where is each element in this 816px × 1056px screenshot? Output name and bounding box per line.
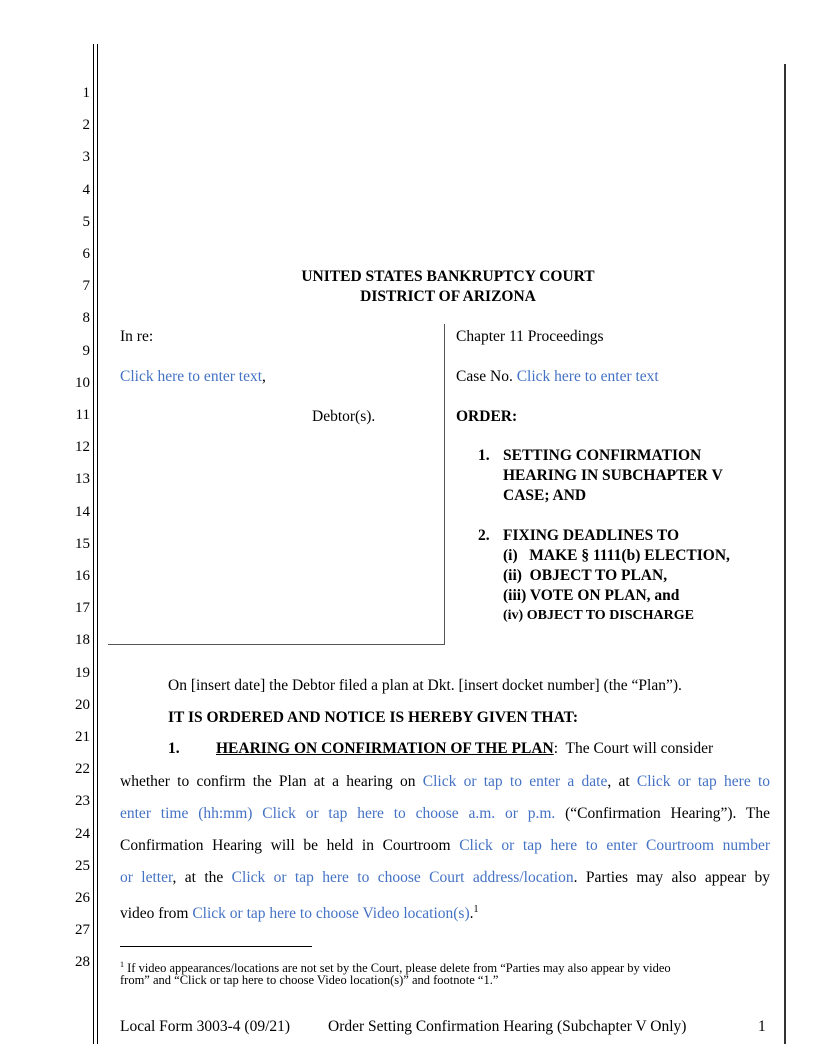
in-re-label: In re: — [120, 328, 154, 345]
line-number: 7 — [82, 278, 90, 295]
section-1-line — [120, 805, 770, 823]
footnote-reference[interactable]: 1 — [473, 904, 479, 915]
order-item-2-line: (iii) VOTE ON PLAN, and — [503, 587, 680, 604]
footnote-text-cont: from” and “Click or tap here to choose Video location(s)” and footnote “1.” — [120, 973, 499, 987]
text: video from — [120, 905, 189, 923]
case-number-line — [456, 368, 659, 386]
line-number: 12 — [75, 439, 90, 456]
page-number: 1 — [758, 1018, 766, 1035]
order-item-2-line: (i) MAKE § 1111(b) ELECTION, — [503, 547, 730, 564]
line-number: 2 — [82, 117, 90, 134]
debtor-name-field[interactable]: Click here to enter text — [120, 368, 263, 385]
section-1-number: 1. — [168, 740, 180, 757]
line-number: 25 — [75, 857, 90, 874]
court-district: DISTRICT OF ARIZONA — [360, 288, 536, 305]
order-item-1-num: 1. — [478, 447, 490, 464]
case-no-label: Case No. — [456, 368, 513, 385]
section-1-lead: : The Court will consider — [553, 740, 714, 757]
section-1-first-line — [168, 740, 770, 758]
line-number: 9 — [82, 342, 90, 359]
line-number: 22 — [75, 761, 90, 778]
chapter-label: Chapter 11 Proceedings — [456, 328, 604, 345]
text: (“Confirmation Hearing”). The — [565, 805, 771, 822]
court-address-field[interactable]: Click or tap here to choose Court address/location — [231, 869, 574, 886]
court-name: UNITED STATES BANKRUPTCY COURT — [301, 268, 595, 285]
text: . — [469, 905, 474, 923]
line-number: 10 — [75, 374, 90, 391]
hearing-time-field-cont[interactable]: enter time (hh:mm) — [120, 805, 253, 822]
line-number: 28 — [75, 954, 90, 971]
line-number: 3 — [82, 149, 90, 166]
am-pm-field[interactable]: Click or tap here to choose a.m. or p.m. — [262, 805, 556, 822]
order-item-1-line: CASE; AND — [503, 487, 587, 504]
footnote-separator — [120, 946, 312, 947]
section-1-heading: HEARING ON CONFIRMATION OF THE PLAN — [216, 740, 554, 757]
line-number: 5 — [82, 213, 90, 230]
order-item-1-line: HEARING IN SUBCHAPTER V — [503, 467, 723, 484]
text: Confirmation Hearing will be held in Courtroom — [120, 837, 451, 854]
line-number: 15 — [75, 535, 90, 552]
section-1-line — [120, 837, 770, 855]
left-margin-rule-inner — [97, 44, 98, 1044]
video-location-field[interactable]: Click or tap here to choose Video location(s) — [192, 905, 470, 923]
order-item-2-line: (iv) OBJECT TO DISCHARGE — [503, 608, 694, 623]
line-number: 19 — [75, 664, 90, 681]
line-number: 14 — [75, 503, 90, 520]
footer-form-id: Local Form 3003-4 (09/21) — [120, 1018, 291, 1035]
line-number: 20 — [75, 696, 90, 713]
courtroom-field[interactable]: Click or tap here to enter Courtroom number — [459, 837, 770, 854]
line-number: 17 — [75, 600, 90, 617]
order-item-2-line: FIXING DEADLINES TO — [503, 527, 680, 544]
line-number: 23 — [75, 793, 90, 810]
right-margin-rule — [784, 64, 786, 1044]
line-number: 11 — [75, 407, 90, 423]
line-number: 1 — [82, 85, 90, 101]
line-number: 16 — [75, 568, 90, 584]
intro-paragraph: On [insert date] the Debtor filed a plan at Dkt. [insert docket number] (the “Plan”). — [168, 677, 682, 694]
footer-title: Order Setting Confirmation Hearing (Subchapter V Only) — [328, 1018, 687, 1035]
line-number: 26 — [75, 890, 90, 906]
caption-vertical-rule — [444, 324, 445, 645]
line-number: 6 — [82, 246, 90, 262]
hearing-date-field[interactable]: Click or tap to enter a date — [422, 773, 608, 790]
line-number: 24 — [75, 825, 90, 842]
order-item-2-line: (ii) OBJECT TO PLAN, — [503, 567, 668, 584]
line-number: 27 — [75, 922, 90, 939]
line-number: 4 — [82, 181, 90, 198]
order-item-1-line: SETTING CONFIRMATION — [503, 447, 702, 464]
section-1-line — [120, 869, 770, 887]
footnote-text: If video appearances/locations are not set by the Court, please delete from “Parties may also appear by video — [124, 961, 671, 976]
debtor-comma: , — [262, 368, 266, 385]
line-number: 13 — [75, 471, 90, 488]
order-item-2-num: 2. — [478, 527, 490, 544]
footnote-mark: 1 — [120, 960, 124, 969]
ordered-heading: IT IS ORDERED AND NOTICE IS HEREBY GIVEN THAT: — [168, 709, 578, 726]
line-number: 21 — [75, 729, 90, 745]
section-1-line — [120, 773, 770, 791]
courtroom-field-cont[interactable]: or letter — [120, 869, 173, 886]
text: whether to confirm the Plan at a hearing on — [120, 773, 416, 790]
text: , at — [607, 773, 630, 790]
order-title: ORDER: — [456, 408, 518, 425]
caption-bottom-rule — [108, 644, 445, 645]
line-number: 8 — [82, 310, 90, 327]
debtor-line — [120, 368, 266, 386]
debtor-label: Debtor(s). — [312, 408, 376, 425]
case-number-field[interactable]: Click here to enter text — [516, 368, 659, 385]
text: . Parties may also appear by — [573, 869, 771, 886]
left-margin-rule — [93, 44, 94, 1044]
hearing-time-field[interactable]: Click or tap here to — [636, 773, 771, 790]
text: , at the — [172, 869, 224, 886]
line-number: 18 — [75, 632, 90, 649]
section-1-line — [120, 901, 770, 923]
